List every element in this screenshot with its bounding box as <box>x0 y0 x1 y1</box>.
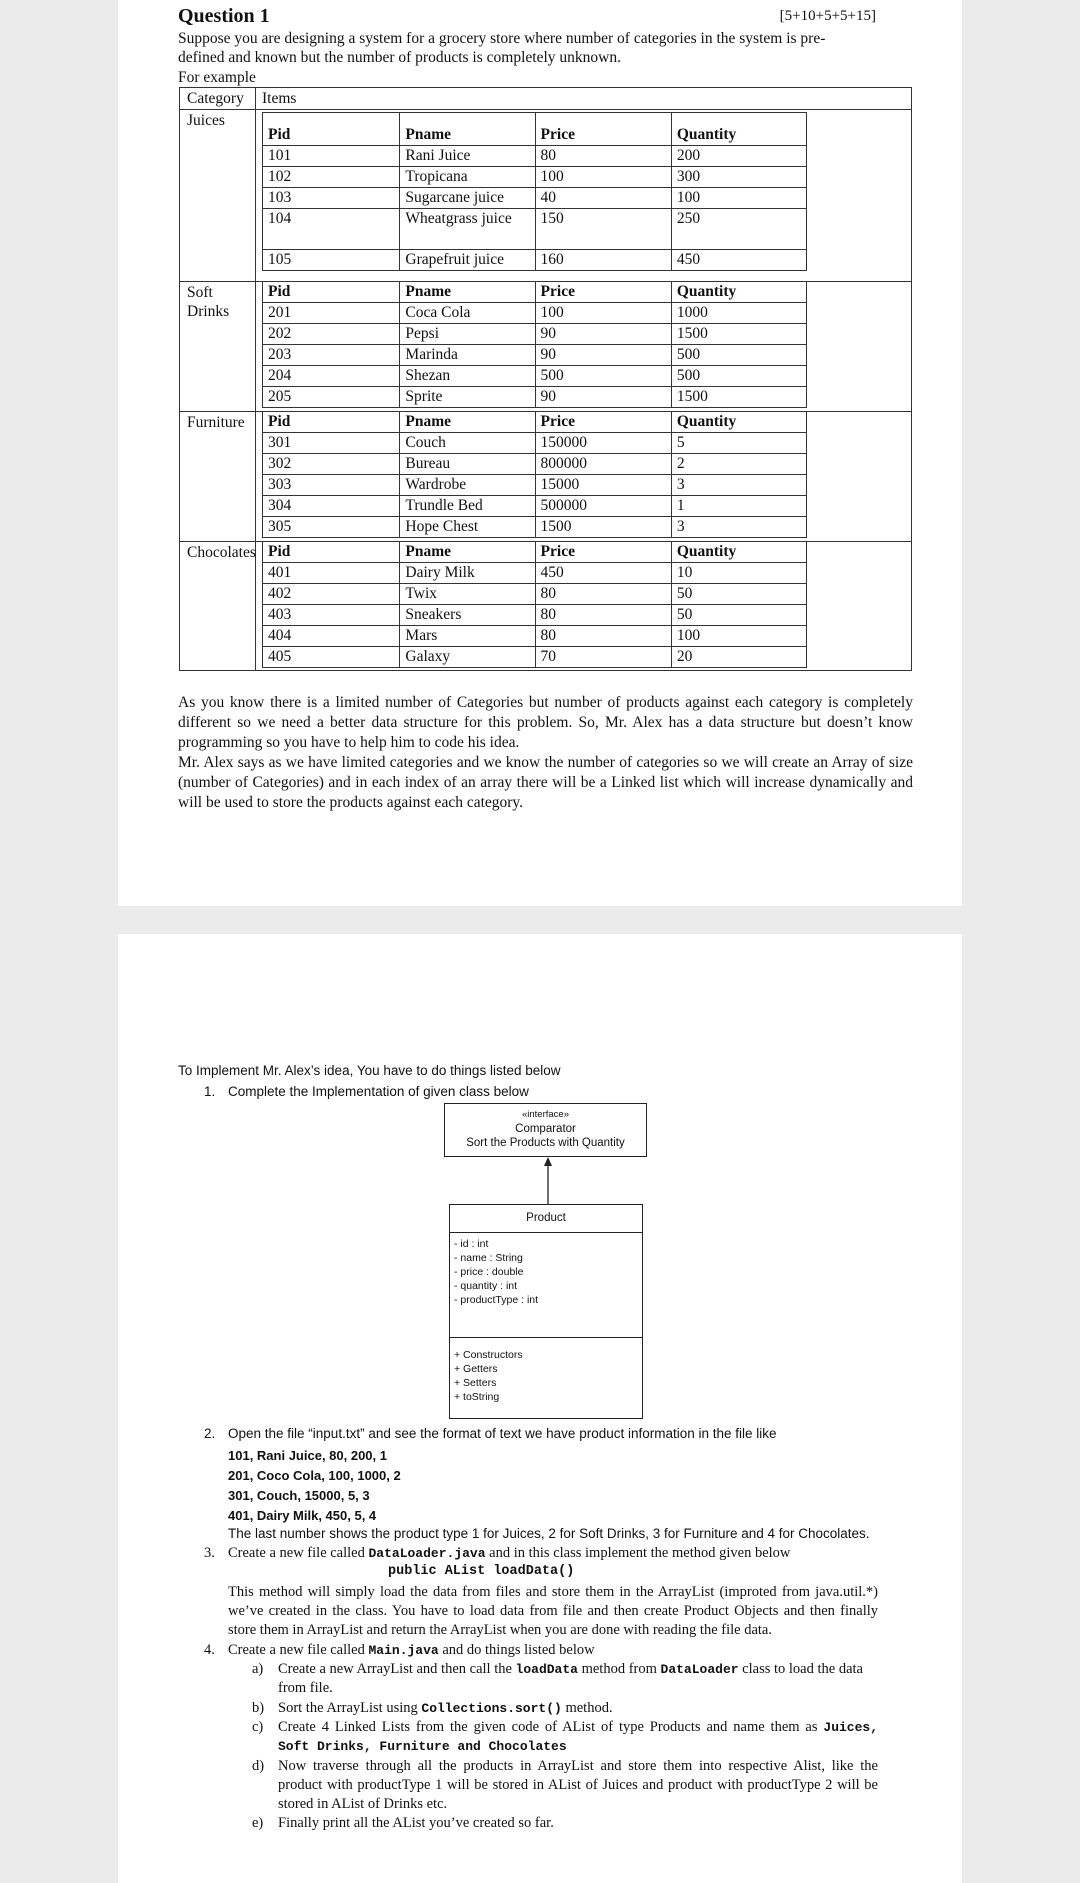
pid-cell: 104 <box>263 209 400 250</box>
juices-table <box>262 112 807 271</box>
col-price: Price <box>535 282 671 303</box>
item-1-number: 1. <box>204 1084 216 1099</box>
table-row <box>263 167 807 188</box>
sub-a-mid: method from <box>577 1661 661 1677</box>
table-row <box>263 345 807 366</box>
pname-cell: Trundle Bed <box>400 496 535 517</box>
col-quantity: Quantity <box>671 412 806 433</box>
pid-cell: 302 <box>263 454 400 475</box>
col-pname: Pname <box>400 412 535 433</box>
price-cell: 150 <box>535 209 671 250</box>
pname-cell: Twix <box>400 584 535 605</box>
item-3-description: This method will simply load the data from files and store them in the ArrayList (improted from java.util.*) we’ve created in the class. You have to load data from file and then create Product Objects and then finally store them in ArrayList and return the ArrayList when you are done with reading the file data. <box>228 1584 878 1638</box>
price-cell: 100 <box>535 303 671 324</box>
sub-b-text <box>278 1699 613 1718</box>
sub-d-text: Now traverse through all the products in ArrayList and store them into respective Alist, like the product with productType 1 will be stored in AList of Juices and product with productType 2 will be stored in AList of Drinks etc. <box>278 1758 878 1812</box>
paragraph-2: Mr. Alex says as we have limited categories and we know the number of categories so we will create an Array of size (number of Categories) and in each index of an array there will be a Linked list which will increase dynamically and will be used to store the products against each category. <box>178 754 913 811</box>
quantity-cell: 10 <box>671 563 806 584</box>
sub-a-pre: Create a new ArrayList and then call the <box>278 1661 516 1677</box>
quantity-cell: 300 <box>671 167 806 188</box>
pname-cell: Marinda <box>400 345 535 366</box>
paragraph-1: As you know there is a limited number of Categories but number of products against each category is completely different so we need a better data structure for this problem. So, Mr. Alex has a data structure but doesn’t know programming so you have to help him to code his idea. <box>178 694 913 751</box>
pid-cell: 103 <box>263 188 400 209</box>
col-price: Price <box>535 542 671 563</box>
quantity-cell: 20 <box>671 647 806 668</box>
chocolates-table <box>262 541 807 668</box>
quantity-cell: 200 <box>671 146 806 167</box>
sub-a-letter: a) <box>252 1661 264 1677</box>
quantity-cell: 1500 <box>671 387 806 408</box>
pname-cell: Pepsi <box>400 324 535 345</box>
header-items: Items <box>262 90 297 107</box>
sample-lines <box>228 1446 401 1526</box>
collections-sort-code: Collections.sort() <box>421 1701 562 1716</box>
pname-cell: Sugarcane juice <box>400 188 535 209</box>
item-4-line <box>228 1641 595 1660</box>
pname-cell: Sprite <box>400 387 535 408</box>
table-row <box>263 387 807 408</box>
pid-cell: 402 <box>263 584 400 605</box>
table-row <box>263 626 807 647</box>
soft-drinks-table <box>262 281 807 408</box>
col-quantity: Quantity <box>671 113 806 146</box>
table-row <box>263 454 807 475</box>
interface-name: Comparator <box>515 1123 576 1135</box>
pid-cell: 404 <box>263 626 400 647</box>
col-pid: Pid <box>263 542 400 563</box>
sub-b-pre: Sort the ArrayList using <box>278 1700 422 1716</box>
product-class-box <box>449 1204 643 1419</box>
pname-cell: Dairy Milk <box>400 563 535 584</box>
col-price: Price <box>535 113 671 146</box>
col-pid: Pid <box>263 282 400 303</box>
col-pid: Pid <box>263 113 400 146</box>
pid-cell: 204 <box>263 366 400 387</box>
for-example-label: For example <box>178 69 256 86</box>
table-row <box>263 366 807 387</box>
method: + toString <box>454 1391 500 1403</box>
attribute: - name : String <box>454 1252 523 1264</box>
price-cell: 90 <box>535 345 671 366</box>
item-1-text: Complete the Implementation of given class below <box>228 1084 529 1099</box>
price-cell: 450 <box>535 563 671 584</box>
main-filename: Main.java <box>368 1643 439 1658</box>
item-2-note: The last number shows the product type 1 for Juices, 2 for Soft Drinks, 3 for Furniture and 4 for Chocolates. <box>228 1526 870 1541</box>
quantity-cell: 2 <box>671 454 806 475</box>
item-2-text: Open the file “input.txt” and see the format of text we have product information in the file like <box>228 1426 777 1441</box>
table-row <box>263 303 807 324</box>
method: + Getters <box>454 1363 498 1375</box>
sub-c-text <box>278 1718 878 1756</box>
table-row <box>263 647 807 668</box>
col-price: Price <box>535 412 671 433</box>
col-quantity: Quantity <box>671 542 806 563</box>
attribute: - quantity : int <box>454 1280 518 1292</box>
pid-cell: 205 <box>263 387 400 408</box>
question-title: Question 1 <box>178 5 270 27</box>
price-cell: 100 <box>535 167 671 188</box>
table-row <box>263 146 807 167</box>
interface-stereotype: «interface» <box>521 1109 569 1120</box>
pname-cell: Grapefruit juice <box>400 250 535 271</box>
category-items-table <box>179 87 912 671</box>
pname-cell: Couch <box>400 433 535 454</box>
sub-d-letter: d) <box>252 1758 265 1774</box>
price-cell: 500000 <box>535 496 671 517</box>
furniture-table <box>262 411 807 538</box>
price-cell: 90 <box>535 324 671 345</box>
price-cell: 70 <box>535 647 671 668</box>
pid-cell: 301 <box>263 433 400 454</box>
sub-b-post: method. <box>561 1700 613 1716</box>
header-category: Category <box>187 90 244 107</box>
pname-cell: Wardrobe <box>400 475 535 496</box>
pid-cell: 102 <box>263 167 400 188</box>
pid-cell: 203 <box>263 345 400 366</box>
quantity-cell: 3 <box>671 517 806 538</box>
price-cell: 80 <box>535 605 671 626</box>
quantity-cell: 3 <box>671 475 806 496</box>
loaddata-method: loadData <box>515 1662 578 1677</box>
col-quantity: Quantity <box>671 282 806 303</box>
quantity-cell: 5 <box>671 433 806 454</box>
col-pid: Pid <box>263 412 400 433</box>
quantity-cell: 100 <box>671 188 806 209</box>
attribute: - productType : int <box>454 1294 539 1306</box>
pname-cell: Rani Juice <box>400 146 535 167</box>
pid-cell: 303 <box>263 475 400 496</box>
page-2 <box>118 934 962 1883</box>
pname-cell: Coca Cola <box>400 303 535 324</box>
attribute: - price : double <box>454 1266 524 1278</box>
price-cell: 40 <box>535 188 671 209</box>
dataloader-filename: DataLoader.java <box>368 1546 486 1561</box>
sample-line: 201, Coco Cola, 100, 1000, 2 <box>228 1468 401 1483</box>
pname-cell: Hope Chest <box>400 517 535 538</box>
pname-cell: Tropicana <box>400 167 535 188</box>
interface-note: Sort the Products with Quantity <box>466 1137 625 1149</box>
page-1 <box>118 0 962 906</box>
pname-cell: Wheatgrass juice <box>400 209 535 250</box>
sub-c-letter: c) <box>252 1719 264 1735</box>
intro-line-2: defined and known but the number of products is completely unknown. <box>178 49 621 66</box>
pname-cell: Shezan <box>400 366 535 387</box>
item-3-pre: Create a new file called <box>228 1545 369 1561</box>
table-row <box>263 209 807 250</box>
table-row <box>263 584 807 605</box>
attribute: - id : int <box>454 1238 489 1250</box>
price-cell: 160 <box>535 250 671 271</box>
table-row <box>263 605 807 626</box>
quantity-cell: 1500 <box>671 324 806 345</box>
pid-cell: 202 <box>263 324 400 345</box>
quantity-cell: 50 <box>671 584 806 605</box>
question-intro <box>178 29 913 67</box>
sub-c-pre: Create 4 Linked Lists from the given code of AList of type Products and name them as <box>278 1719 824 1735</box>
dataloader-class: DataLoader <box>660 1662 739 1677</box>
table-row <box>263 433 807 454</box>
pid-cell: 101 <box>263 146 400 167</box>
price-cell: 800000 <box>535 454 671 475</box>
price-cell: 80 <box>535 626 671 647</box>
col-pname: Pname <box>400 113 535 146</box>
comparator-interface-box <box>444 1103 647 1157</box>
method: + Setters <box>454 1377 497 1389</box>
category-juices: Juices <box>187 112 225 129</box>
class-methods <box>450 1338 642 1404</box>
sub-e-text: Finally print all the AList you’ve created so far. <box>278 1815 554 1831</box>
pid-cell: 403 <box>263 605 400 626</box>
pname-cell: Mars <box>400 626 535 647</box>
table-row <box>263 188 807 209</box>
col-pname: Pname <box>400 542 535 563</box>
table-row <box>263 517 807 538</box>
quantity-cell: 1000 <box>671 303 806 324</box>
sample-line: 401, Dairy Milk, 450, 5, 4 <box>228 1508 377 1523</box>
pid-cell: 105 <box>263 250 400 271</box>
price-cell: 80 <box>535 146 671 167</box>
pid-cell: 304 <box>263 496 400 517</box>
quantity-cell: 50 <box>671 605 806 626</box>
method: + Constructors <box>454 1349 523 1361</box>
implementation-lead: To Implement Mr. Alex’s idea, You have to do things listed below <box>178 1063 561 1078</box>
sub-b-letter: b) <box>252 1700 265 1716</box>
table-row <box>263 250 807 271</box>
pname-cell: Sneakers <box>400 605 535 626</box>
list-names-code: Juices, Soft Drinks, Furniture and Chocolates <box>278 1720 878 1754</box>
pid-cell: 305 <box>263 517 400 538</box>
sub-a-text <box>278 1660 878 1698</box>
pid-cell: 401 <box>263 563 400 584</box>
item-3-line <box>228 1544 790 1563</box>
table-row <box>263 475 807 496</box>
pid-cell: 201 <box>263 303 400 324</box>
category-soft-drinks: Soft Drinks <box>187 284 230 320</box>
table-row <box>263 496 807 517</box>
item-4-pre: Create a new file called <box>228 1642 369 1658</box>
price-cell: 500 <box>535 366 671 387</box>
table-row <box>263 324 807 345</box>
quantity-cell: 250 <box>671 209 806 250</box>
class-attributes <box>450 1233 642 1338</box>
item-3-number: 3. <box>204 1545 215 1561</box>
quantity-cell: 450 <box>671 250 806 271</box>
sub-a-post: class to load the data from file. <box>278 1661 863 1696</box>
table-row <box>263 563 807 584</box>
category-chocolates: Chocolates <box>187 544 256 561</box>
pid-cell: 405 <box>263 647 400 668</box>
sample-line: 101, Rani Juice, 80, 200, 1 <box>228 1448 387 1463</box>
question-marks: [5+10+5+5+15] <box>779 8 876 24</box>
sub-e-letter: e) <box>252 1815 264 1831</box>
quantity-cell: 500 <box>671 345 806 366</box>
pname-cell: Galaxy <box>400 647 535 668</box>
price-cell: 90 <box>535 387 671 408</box>
quantity-cell: 500 <box>671 366 806 387</box>
item-2-number: 2. <box>204 1426 216 1441</box>
item-4-post: and do things listed below <box>438 1642 595 1658</box>
price-cell: 80 <box>535 584 671 605</box>
quantity-cell: 100 <box>671 626 806 647</box>
intro-line-1: Suppose you are designing a system for a grocery store where number of categories in the system is pre- <box>178 30 826 47</box>
price-cell: 15000 <box>535 475 671 496</box>
price-cell: 150000 <box>535 433 671 454</box>
quantity-cell: 1 <box>671 496 806 517</box>
item-3-post: and in this class implement the method given below <box>485 1545 791 1561</box>
loaddata-signature: public AList loadData() <box>388 1564 575 1579</box>
class-name: Product <box>450 1205 642 1233</box>
pname-cell: Bureau <box>400 454 535 475</box>
col-pname: Pname <box>400 282 535 303</box>
sample-line: 301, Couch, 15000, 5, 3 <box>228 1488 370 1503</box>
price-cell: 1500 <box>535 517 671 538</box>
item-4-number: 4. <box>204 1642 215 1658</box>
category-furniture: Furniture <box>187 414 245 431</box>
